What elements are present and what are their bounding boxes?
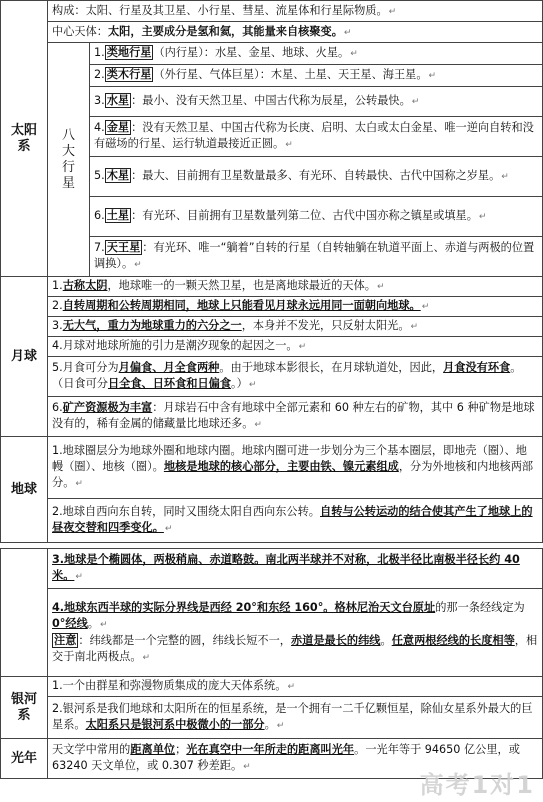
earth-row-3 [1, 549, 543, 589]
note-label: 注意 [54, 633, 77, 647]
moon-fact-3: 3.无大气，重力为地球重力的六分之一，本身并不发光，只反射太阳光。↵ [48, 317, 543, 337]
mercury-info: 3. 水星 ：最小、没有天然卫星、中国古代称为辰星，公转最快。↵ [90, 87, 543, 117]
galaxy-fact-2: 2.银河系是我们地球和太阳所在的恒星系统，是一个拥有一二千亿颗恒星，除仙女星系外最大的巨星系。太阳系只是银河系中极微小的一部分。↵ [48, 697, 543, 739]
lightyear-fact: 天文学中常用的距离单位；光在真空中一年所走的距离叫光年。一光年等于 94650 亿公里，或 63240 天文单位，或 0.307 秒差距。↵ [48, 739, 543, 779]
moon-row-4 [1, 337, 543, 357]
moon-row-1 [1, 277, 543, 297]
moon-fact-6: 6.矿产资源极为丰富：月球岩石中含有地球中全部元素和 60 种左右的矿物，其中 6 种矿物是地球没有的，稀有金属的储藏量比地球还多。↵ [48, 397, 543, 437]
solar-center-row [1, 22, 543, 43]
galaxy-heading: 银河系 [1, 677, 48, 739]
earth-row-4 [1, 589, 543, 677]
solar-composition-row [1, 1, 543, 22]
galaxy-row-1 [1, 677, 543, 697]
galaxy-row-2 [1, 697, 543, 739]
terrestrial-planets: 1. 类地行星 （内行星）：水星、金星、地球、火星。↵ [90, 43, 543, 65]
earth-row-2 [1, 499, 543, 543]
jupiter-info: 5. 木星 ：最大、目前拥有卫星数量最多、有光环、自转最快、古代中国称之岁星。↵ [90, 157, 543, 197]
moon-row-5 [1, 357, 543, 397]
moon-row-3 [1, 317, 543, 337]
moon-fact-4: 4.月球对地球所施的引力是潮汐现象的起因之一。↵ [48, 337, 543, 357]
lightyear-heading: 光年 [1, 739, 48, 779]
moon-row-6 [1, 397, 543, 437]
galaxy-fact-1: 1.一个由群星和弥漫物质集成的庞大天体系统。↵ [48, 677, 543, 697]
earth-continued-blank [1, 549, 48, 677]
earth-fact-2: 2.地球自西向东自转，同时又围绕太阳自西向东公转。自转与公转运动的结合使其产生了地球上的昼夜交替和四季变化。↵ [48, 499, 543, 543]
earth-fact-3: 3.地球是个椭圆体，两极稍扁、赤道略鼓。南北两半球并不对称，北极半径比南极半径长约 40 米。↵ [48, 549, 543, 589]
earth-fact-4: 4.地球东西半球的实际分界线是西经 20°和东经 160°。格林尼治天文台原址的那一条经线定为0°经线。↵ 注意 ：纬线都是一个完整的圆，纬线长短不一，赤道是最长的纬线。任意两根经线的长度相等，相交于南北两极点。↵ [48, 589, 543, 677]
earth-row-1 [1, 437, 543, 499]
venus-info: 4. 金星 ：没有天然卫星、中国古代称为长庚、启明、太白或太白金星、唯一逆向自转和没有磁场的行星、运行轨道最接近正圆。↵ [90, 117, 543, 157]
moon-fact-1: 1.古称太阴，地球唯一的一颗天然卫星，也是离地球最近的天体。↵ [48, 277, 543, 297]
solar-center: 中心天体：太阳，主要成分是氢和氦，其能量来自核聚变。↵ [48, 22, 543, 43]
solar-composition: 构成：太阳、行星及其卫星、小行星、彗星、流星体和行星际物质。↵ [48, 1, 543, 22]
moon-heading: 月球 [1, 277, 48, 437]
uranus-info: 7. 天王星 ：有光环、唯一“躺着”自转的行星（自转轴躺在轨道平面上、赤道与两极的位置调换）。↵ [90, 237, 543, 277]
watermark-logo: 高考1对1 [419, 771, 535, 799]
eight-planets-heading: 八大行星 [48, 43, 90, 277]
moon-fact-5: 5.月食可分为月偏食、月全食两种。由于地球本影很长，在月球轨道处，因此，月食没有环食。（日食可分日全食、日环食和日偏食。）↵ [48, 357, 543, 397]
solar-system-heading: 太阳系 [1, 1, 48, 277]
moon-fact-2: 2.自转周期和公转周期相同，地球上只能看见月球永远用同一面朝向地球。↵ [48, 297, 543, 317]
moon-row-2 [1, 297, 543, 317]
earth-fact-1: 1.地球圈层分为地球外圈和地球内圈。地球内圈可进一步划分为三个基本圈层，即地壳（圈）、地幔（圈）、地核（圈）。地核是地球的核心部分，主要由铁、镍元素组成，分为外地核和内地核两部分。↵ [48, 437, 543, 499]
saturn-info: 6. 土星 ：有光环、目前拥有卫星数量列第二位、古代中国亦称之镇星或填星。↵ [90, 197, 543, 237]
terrestrial-row [1, 43, 543, 65]
jovian-planets: 2. 类木行星 （外行星、气体巨星）：木星、土星、天王星、海王星。↵ [90, 65, 543, 87]
earth-heading: 地球 [1, 437, 48, 543]
